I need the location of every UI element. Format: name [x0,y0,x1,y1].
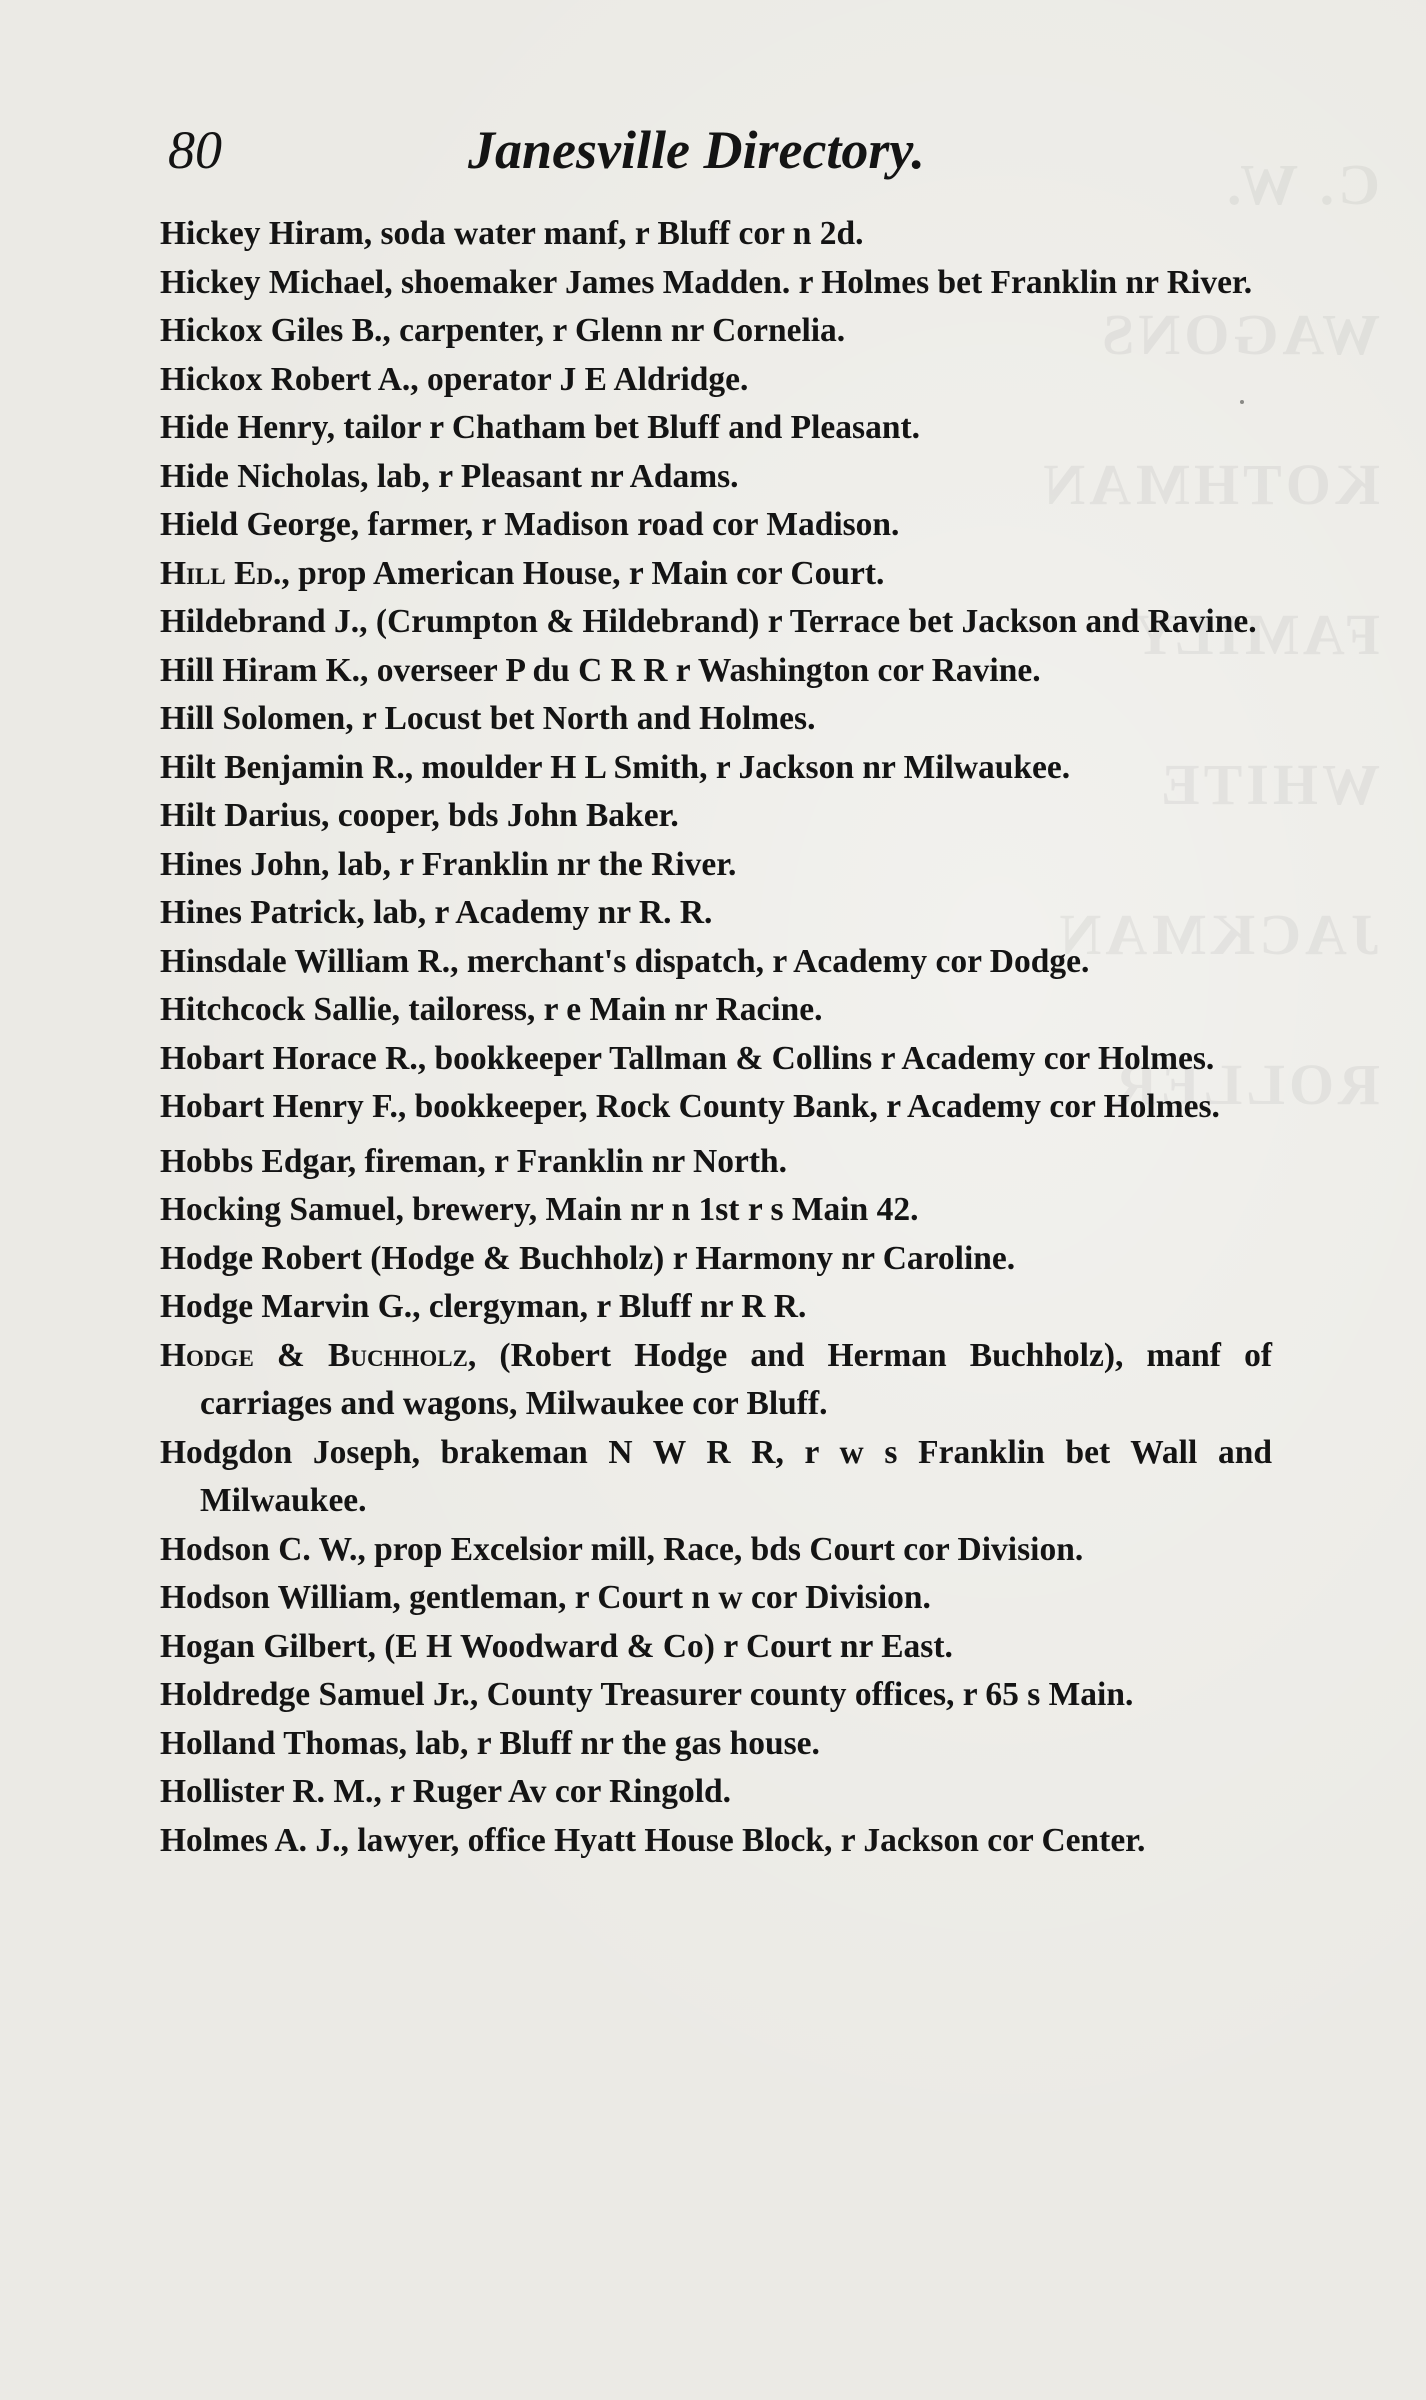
entry-text: Hickey Michael, shoemaker James Madden. r Holmes bet Franklin nr River. [160,263,1253,301]
directory-entry [160,1235,1272,1284]
directory-entry [160,1138,1272,1187]
entry-text: Holland Thomas, lab, r Bluff nr the gas house. [160,1724,820,1762]
directory-entry [160,1035,1272,1084]
directory-entry [160,938,1272,987]
entry-text: Hilt Benjamin R., moulder H L Smith, r Jackson nr Milwaukee. [160,748,1071,786]
directory-entry [160,453,1272,502]
page-number: 80 [168,120,222,180]
directory-entry [160,1720,1272,1769]
directory-entry [160,1671,1272,1720]
paper-speck [1240,400,1244,404]
directory-entry [160,356,1272,405]
directory-entry [160,1623,1272,1672]
directory-entry [160,1186,1272,1235]
entry-text: Hodson William, gentleman, r Court n w cor Division. [160,1579,931,1616]
directory-entry [160,1574,1272,1623]
entry-text: Hollister R. M., r Ruger Av cor Ringold. [160,1773,732,1810]
entry-text: (Robert Hodge and Herman Buchholz), manf of carriages and wagons, Milwaukee cor Bluff. [200,1336,1272,1422]
entry-text: Hogan Gilbert, (E H Woodward & Co) r Court nr East. [160,1627,953,1665]
entry-text: Holmes A. J., lawyer, office Hyatt House Block, r Jackson cor Center. [160,1821,1146,1859]
entry-text: Hickox Robert A., operator J E Aldridge. [160,360,749,398]
entry-text: Hodge Robert (Hodge & Buchholz) r Harmony nr Caroline. [160,1239,1016,1277]
entry-text: Hodson C. W., prop Excelsior mill, Race, bds Court cor Division. [160,1530,1084,1568]
directory-entry [160,550,1272,599]
directory-entry [160,986,1272,1035]
entry-text: Hickey Hiram, soda water manf, r Bluff cor n 2d. [160,215,864,252]
directory-entry [160,1768,1272,1817]
entry-text: Hines Patrick, lab, r Academy nr R. R. [160,894,713,931]
directory-entry [160,1083,1272,1132]
entry-text: Hilt Darius, cooper, bds John Baker. [160,797,679,834]
directory-entry [160,792,1272,841]
entry-lead-smallcaps: Hill Ed., [160,554,290,592]
entry-lead-smallcaps: Hodge & Buchholz, [160,1336,477,1374]
entry-text: Hodge Marvin G., clergyman, r Bluff nr R R. [160,1288,807,1325]
directory-entry [160,1332,1272,1429]
entry-text: Hocking Samuel, brewery, Main nr n 1st r s Main 42. [160,1191,919,1228]
entry-text: Hobart Henry F., bookkeeper, Rock County Bank, r Academy cor Holmes. [160,1088,1220,1125]
entry-text: prop American House, r Main cor Court. [289,554,885,592]
entry-text: Hinsdale William R., merchant's dispatch, r Academy cor Dodge. [160,942,1090,980]
entry-text: Hill Solomen, r Locust bet North and Holmes. [160,700,816,737]
directory-entry [160,1429,1272,1526]
entry-text: Hodgdon Joseph, brakeman N W R R, r w s Franklin bet Wall and Milwaukee. [160,1433,1272,1519]
entry-text: Hines John, lab, r Franklin nr the River. [160,845,737,883]
entry-text: Hield George, farmer, r Madison road cor Madison. [160,506,900,543]
page-header [168,115,1268,195]
directory-entry [160,259,1272,308]
directory-entry [160,889,1272,938]
show-through-artifact: C. W. WAGONS KOTHMAN FAMILY WHITE JACKMAN ROLLER [1039,152,1380,1117]
entry-text: Holdredge Samuel Jr., County Treasurer county offices, r 65 s Main. [160,1676,1134,1713]
entry-text: Hitchcock Sallie, tailoress, r e Main nr Racine. [160,991,823,1028]
directory-entry [160,841,1272,890]
directory-entry [160,744,1272,793]
directory-entry [160,1526,1272,1575]
directory-entry [160,307,1272,356]
entry-text: Hill Hiram K., overseer P du C R R r Washington cor Ravine. [160,651,1041,689]
entry-text: Hide Henry, tailor r Chatham bet Bluff and Pleasant. [160,409,920,446]
directory-entry [160,210,1272,259]
running-title: Janesville Directory. [468,120,925,180]
entry-text: Hide Nicholas, lab, r Pleasant nr Adams. [160,457,739,495]
directory-entry [160,647,1272,696]
directory-entry [160,1283,1272,1332]
entry-text: Hobart Horace R., bookkeeper Tallman & Collins r Academy cor Holmes. [160,1039,1215,1077]
directory-entry [160,598,1272,647]
directory-entry [160,695,1272,744]
entry-text: Hobbs Edgar, fireman, r Franklin nr North. [160,1142,787,1180]
directory-entry [160,1817,1272,1866]
entry-text: Hickox Giles B., carpenter, r Glenn nr Cornelia. [160,312,846,349]
directory-entries [160,210,1272,1865]
entry-text: Hildebrand J., (Crumpton & Hildebrand) r Terrace bet Jackson and Ravine. [160,603,1257,640]
directory-entry [160,501,1272,550]
directory-entry [160,404,1272,453]
